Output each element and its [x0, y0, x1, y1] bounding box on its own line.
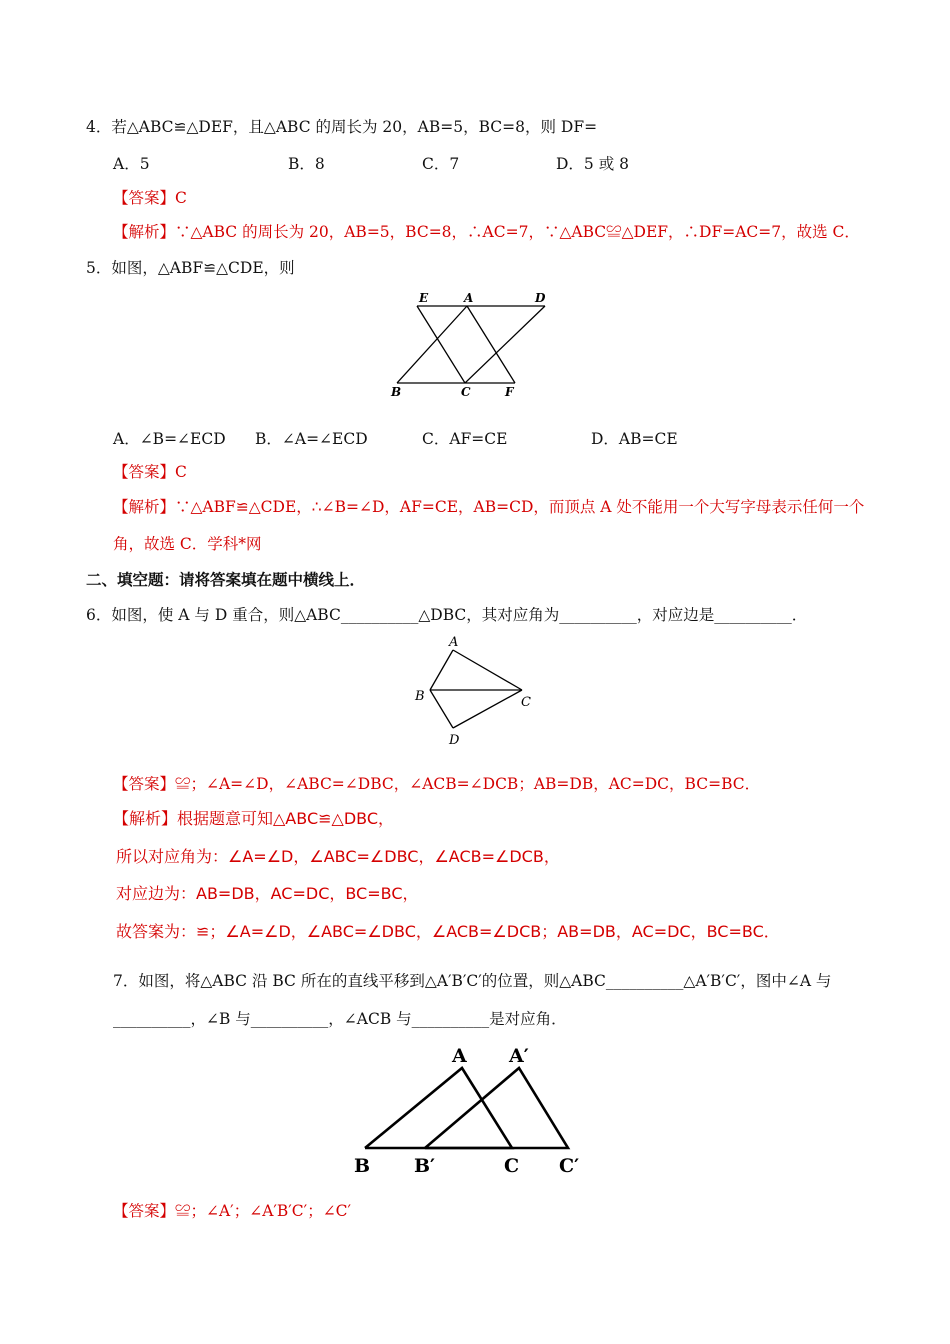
q6-label-a: A — [449, 635, 459, 650]
q5-option-b: B．∠A=∠ECD — [255, 430, 368, 448]
q6-answer: 【答案】≌；∠A=∠D，∠ABC=∠DBC，∠ACB=∠DCB；AB=DB，AC=DC，BC=BC． — [113, 775, 761, 793]
q5-label-e: E — [419, 291, 429, 305]
section-title: 二、填空题：请将答案填在题中横线上． — [86, 570, 366, 589]
q6-stem: 6．如图，使 A 与 D 重合，则△ABC__________△DBC，其对应角为__________，对应边是__________． — [86, 606, 808, 624]
q7-translation-figure — [345, 1040, 595, 1180]
q6-analysis-line3: 对应边为：AB=DB，AC=DC，BC=BC， — [116, 884, 419, 903]
q7-label-a: A — [452, 1045, 467, 1067]
q7-label-c-prime: C′ — [559, 1155, 580, 1177]
q5-analysis-line2: 角，故选 C．学科*网 — [113, 535, 262, 553]
q5-option-c: C．AF=CE — [422, 430, 508, 448]
q4-option-b: B．8 — [288, 155, 325, 173]
q5-option-a: A．∠B=∠ECD — [113, 430, 226, 448]
q6-analysis-line1: 【解析】根据题意可知△ABC≌△DBC， — [113, 809, 395, 828]
q5-label-c: C — [461, 385, 471, 399]
q7-label-a-prime: A′ — [509, 1045, 529, 1067]
q5-label-b: B — [391, 385, 402, 399]
q6-analysis-line4: 故答案为：≌；∠A=∠D，∠ABC=∠DBC，∠ACB=∠DCB；AB=DB，AC=DC，BC=BC． — [116, 922, 780, 941]
q6-label-c: C — [521, 695, 531, 710]
q5-answer: 【答案】C — [113, 463, 187, 481]
q7-answer: 【答案】≌；∠A′；∠A′B′C′；∠C′ — [113, 1202, 352, 1220]
q4-answer: 【答案】C — [113, 189, 187, 207]
q5-stem: 5．如图，△ABF≌△CDE，则 — [86, 259, 295, 277]
q5-option-d: D．AB=CE — [591, 430, 678, 448]
q7-stem-line2: __________，∠B 与__________，∠ACB 与__________是对应角． — [113, 1010, 567, 1028]
q4-option-c: C．7 — [422, 155, 460, 173]
q7-stem-line1: 7．如图，将△ABC 沿 BC 所在的直线平移到△A′B′C′的位置，则△ABC__________△A′B′C′，图中∠A 与 — [113, 972, 832, 990]
q6-kite-figure — [405, 632, 545, 750]
q5-label-d: D — [535, 291, 546, 305]
q4-analysis: 【解析】∵△ABC 的周长为 20，AB=5，BC=8，∴AC=7，∵△ABC≌△DEF，∴DF=AC=7，故选 C． — [113, 223, 860, 241]
q4-stem: 4．若△ABC≌△DEF，且△ABC 的周长为 20，AB=5，BC=8，则 DF= — [86, 118, 598, 136]
q5-label-a: A — [464, 291, 474, 305]
q4-option-d: D．5 或 8 — [556, 155, 630, 173]
q5-label-f: F — [505, 385, 514, 399]
q7-label-b: B — [354, 1155, 371, 1177]
q4-option-a: A．5 — [113, 155, 150, 173]
q6-label-b: B — [415, 689, 425, 704]
q5-parallelogram-figure — [385, 288, 555, 403]
q6-analysis-line2: 所以对应角为：∠A=∠D，∠ABC=∠DBC，∠ACB=∠DCB， — [116, 847, 560, 866]
q7-label-c: C — [504, 1155, 520, 1177]
q6-label-d: D — [449, 733, 460, 748]
q7-label-b-prime: B′ — [414, 1155, 436, 1177]
q5-analysis-line1: 【解析】∵△ABF≌△CDE，∴∠B=∠D，AF=CE，AB=CD，而顶点 A 处不能用一个大写字母表示任何一个 — [113, 498, 865, 516]
